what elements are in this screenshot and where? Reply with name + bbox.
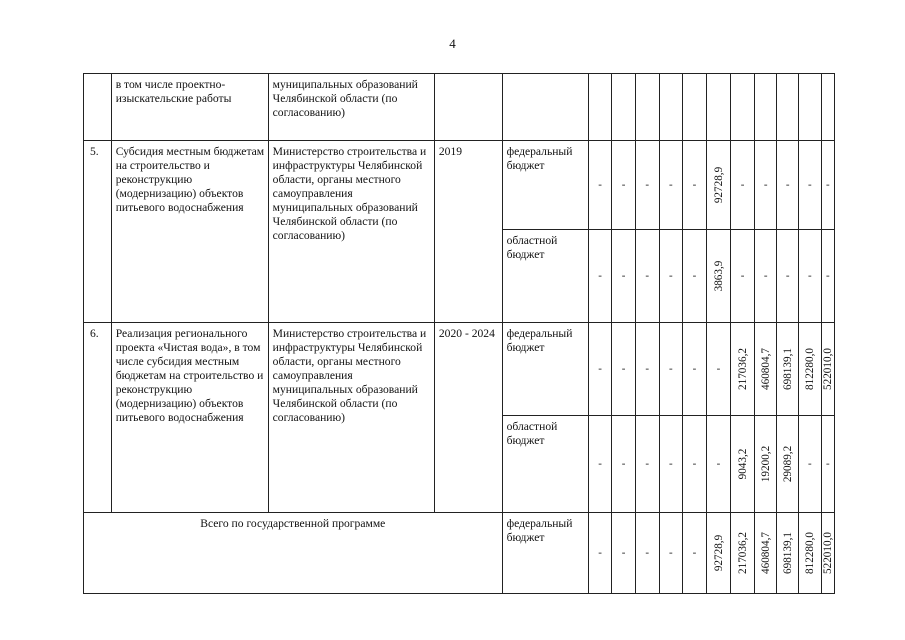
value-cell [612, 513, 636, 594]
dash-mark: - [692, 546, 697, 559]
value-cell [777, 141, 799, 230]
event-name-cell: Субсидия местным бюджетам на строительство и реконструкцию (модернизацию) объектов питьевого водоснабжения [111, 141, 268, 323]
value-cell [588, 141, 612, 230]
source-cell [502, 74, 588, 141]
dash-mark: - [763, 178, 768, 191]
value-cell [777, 323, 799, 416]
value-cell [659, 141, 683, 230]
value-cell [799, 513, 822, 594]
value-cell [659, 323, 683, 416]
executor-cell: Министерство строительства и инфраструктуры Челябинской области, органы местного самоуправления муниципальных образований Челябинской области (по согласованию) [268, 141, 434, 323]
event-name-cell: Реализация регионального проекта «Чистая вода», в том числе субсидия местным бюджетам на строительство и реконструкцию (модернизацию) объектов питьевого водоснабжения [111, 323, 268, 513]
amount-value: 19200,2 [759, 445, 772, 483]
period-cell: 2019 [434, 141, 502, 323]
amount-value: 460804,7 [759, 532, 772, 574]
value-cell [659, 513, 683, 594]
value-cell [821, 141, 834, 230]
total-row [84, 513, 835, 594]
amount-value: 92728,9 [712, 534, 725, 572]
value-cell [588, 416, 612, 513]
dash-mark: - [621, 457, 626, 470]
source-cell: областной бюджет [502, 230, 588, 323]
value-cell [683, 513, 707, 594]
value-cell [754, 323, 777, 416]
dash-mark: - [621, 362, 626, 375]
dash-mark: - [668, 178, 673, 191]
dash-mark: - [668, 457, 673, 470]
value-cell [683, 230, 707, 323]
value-cell [683, 416, 707, 513]
period-cell [434, 74, 502, 141]
dash-mark: - [785, 178, 790, 191]
amount-value: 460804,7 [759, 348, 772, 390]
value-cell [731, 141, 755, 230]
dash-mark: - [668, 546, 673, 559]
dash-mark: - [692, 362, 697, 375]
dash-mark: - [825, 457, 830, 470]
dash-mark: - [716, 457, 721, 470]
value-cell [754, 230, 777, 323]
dash-mark: - [716, 362, 721, 375]
executor-cell: муниципальных образований Челябинской области (по согласованию) [268, 74, 434, 141]
amount-value: 217036,2 [736, 348, 749, 390]
value-cell [777, 416, 799, 513]
dash-mark: - [825, 269, 830, 282]
source-cell: федеральный бюджет [502, 141, 588, 230]
value-cell [706, 230, 731, 323]
dash-mark: - [763, 269, 768, 282]
dash-mark: - [692, 269, 697, 282]
dash-mark: - [645, 269, 650, 282]
dash-mark: - [692, 457, 697, 470]
amount-value: 698139,1 [781, 532, 794, 574]
row-number: 5. [84, 141, 112, 323]
row-number: 6. [84, 323, 112, 513]
value-cell [612, 416, 636, 513]
value-cell [612, 230, 636, 323]
value-cell [821, 323, 834, 416]
amount-value: 9043,2 [736, 448, 749, 480]
value-cell [777, 513, 799, 594]
dash-mark: - [598, 546, 602, 559]
dash-mark: - [645, 362, 650, 375]
value-cell [754, 513, 777, 594]
number-cell [84, 74, 112, 141]
value-cell [683, 141, 707, 230]
dash-mark: - [668, 362, 673, 375]
source-cell: федеральный бюджет [502, 323, 588, 416]
dash-mark: - [807, 178, 812, 191]
total-label-cell: Всего по государственной программе [84, 513, 503, 594]
value-cell [635, 513, 659, 594]
continuation-row [84, 74, 835, 141]
amount-value: 812280,0 [803, 532, 816, 574]
dash-mark: - [621, 269, 626, 282]
value-cell [777, 230, 799, 323]
value-cell [799, 141, 822, 230]
value-cell [706, 141, 731, 230]
value-cell [588, 230, 612, 323]
dash-mark: - [645, 178, 650, 191]
value-cell [731, 416, 755, 513]
value-cell [821, 230, 834, 323]
value-cell [821, 513, 834, 594]
dash-mark: - [785, 269, 790, 282]
value-cell [731, 230, 755, 323]
dash-mark: - [621, 178, 626, 191]
period-cell: 2020 - 2024 [434, 323, 502, 513]
dash-mark: - [645, 457, 650, 470]
amount-value: 812280,0 [803, 348, 816, 390]
amount-value: 29089,2 [781, 445, 794, 483]
value-cell [706, 323, 731, 416]
value-cell [706, 416, 731, 513]
executor-cell: Министерство строительства и инфраструктуры Челябинской области, органы местного самоуправления муниципальных образований Челябинской области (по согласованию) [268, 323, 434, 513]
value-cell [635, 416, 659, 513]
value-cell [754, 416, 777, 513]
value-cell [588, 513, 612, 594]
value-cell [659, 416, 683, 513]
dash-mark: - [668, 269, 673, 282]
value-cell [635, 323, 659, 416]
dash-mark: - [598, 178, 602, 191]
amount-value: 522010,0 [821, 348, 834, 390]
dash-mark: - [807, 457, 812, 470]
dash-mark: - [621, 546, 626, 559]
row-6-federal [84, 323, 835, 416]
source-cell: областной бюджет [502, 416, 588, 513]
value-cell [635, 141, 659, 230]
amount-value: 217036,2 [736, 532, 749, 574]
value-cell [821, 416, 834, 513]
row-5-federal [84, 141, 835, 230]
dash-mark: - [598, 457, 602, 470]
value-cell [731, 513, 755, 594]
dash-mark: - [645, 546, 650, 559]
dash-mark: - [740, 178, 745, 191]
dash-mark: - [692, 178, 697, 191]
dash-mark: - [825, 178, 830, 191]
program-table [83, 73, 835, 594]
dash-mark: - [598, 362, 602, 375]
value-cell [612, 323, 636, 416]
value-cell [635, 230, 659, 323]
value-cell [612, 141, 636, 230]
value-cell [799, 230, 822, 323]
amount-value: 3863,9 [712, 260, 725, 292]
value-cell [659, 230, 683, 323]
value-cell [731, 323, 755, 416]
value-cell [799, 323, 822, 416]
value-cell [683, 323, 707, 416]
event-name-cell: в том числе проектно-изыскательские работы [111, 74, 268, 141]
value-cell [588, 323, 612, 416]
source-cell: федеральный бюджет [502, 513, 588, 594]
page-number: 4 [449, 36, 456, 51]
dash-mark: - [598, 269, 602, 282]
value-cell [706, 513, 731, 594]
amount-value: 522010,0 [821, 532, 834, 574]
value-cell [754, 141, 777, 230]
amount-value: 698139,1 [781, 348, 794, 390]
value-cell [799, 416, 822, 513]
dash-mark: - [740, 269, 745, 282]
amount-value: 92728,9 [712, 166, 725, 204]
dash-mark: - [807, 269, 812, 282]
